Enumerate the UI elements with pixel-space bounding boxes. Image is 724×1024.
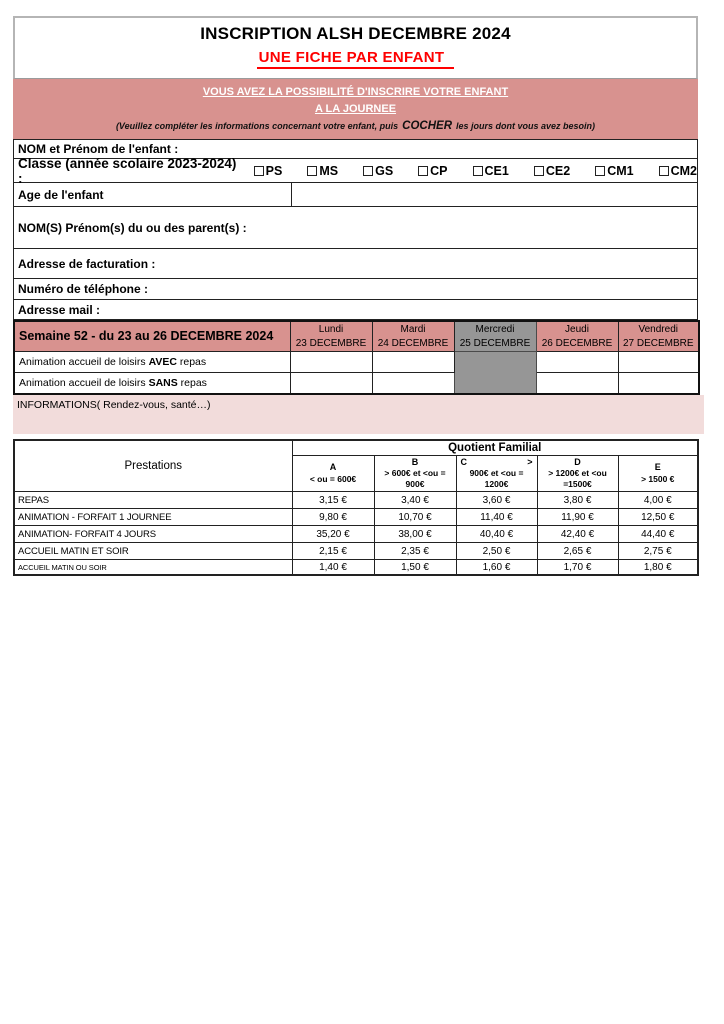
class-option-cp[interactable] [418, 164, 447, 178]
day-checkbox-cell-tuesday[interactable] [372, 373, 454, 394]
qf-range: 1200€ [484, 479, 509, 490]
day-header-tuesday [372, 321, 454, 352]
day-date: 27 DECEMBRE [622, 337, 694, 349]
billing-address-label: Adresse de facturation : [18, 256, 156, 271]
class-option-label: CP [430, 163, 448, 178]
class-option-ps[interactable] [254, 164, 283, 178]
day-header-wednesday-closed [454, 321, 536, 352]
pricing-row-label: REPAS [14, 492, 292, 509]
row-label-prefix: Animation accueil de loisirs [19, 376, 149, 389]
price-cell: 9,80 € [292, 509, 374, 526]
class-label: Classe (année scolaire 2023-2024) : [18, 155, 237, 186]
price-cell: 2,75 € [618, 543, 698, 560]
phone-row[interactable] [14, 279, 697, 300]
age-label: Age de l'enfant [14, 183, 292, 206]
day-closed-cell-wednesday [454, 352, 536, 394]
qf-col-c [456, 455, 537, 492]
qf-code: D [574, 456, 581, 467]
mail-row[interactable] [14, 300, 697, 319]
billing-address-row[interactable] [14, 249, 697, 279]
day-date: 24 DECEMBRE [377, 337, 449, 349]
price-cell: 2,65 € [537, 543, 618, 560]
pricing-row-label: ACCUEIL MATIN ET SOIR [14, 543, 292, 560]
class-option-label: CM2 [670, 163, 697, 178]
day-header-friday [618, 321, 699, 352]
price-cell: 40,40 € [456, 526, 537, 543]
pricing-table [13, 439, 699, 576]
price-cell: 11,40 € [456, 509, 537, 526]
qf-range: > 1200€ et <ou [548, 468, 607, 479]
qf-code-arrow: > [527, 456, 533, 467]
qf-code-line [458, 457, 536, 469]
class-option-label: CE2 [545, 163, 571, 178]
day-checkbox-cell-tuesday[interactable] [372, 352, 454, 373]
week-row-label [14, 373, 290, 394]
day-checkbox-cell-friday[interactable] [618, 352, 699, 373]
price-cell: 3,15 € [292, 492, 374, 509]
price-cell: 38,00 € [374, 526, 456, 543]
banner-note-prefix: (Veuillez compléter les informations concernant votre enfant, puis [115, 121, 399, 131]
price-cell: 2,50 € [456, 543, 537, 560]
day-checkbox-cell-monday[interactable] [290, 373, 372, 394]
qf-col-a [292, 455, 374, 492]
phone-label: Numéro de téléphone : [18, 282, 149, 296]
banner-note [13, 120, 698, 132]
price-cell: 1,50 € [374, 560, 456, 575]
price-cell: 2,35 € [374, 543, 456, 560]
child-info-section [13, 139, 698, 320]
qf-code: B [411, 456, 419, 467]
day-date: 25 DECEMBRE [459, 337, 531, 349]
qf-col-d [537, 455, 618, 492]
banner-note-cocher: COCHER [402, 120, 453, 132]
checkbox-icon[interactable] [363, 166, 373, 176]
qf-col-b [374, 455, 456, 492]
quotient-familial-header: Quotient Familial [292, 440, 698, 456]
checkbox-icon[interactable] [307, 166, 317, 176]
class-option-cm1[interactable] [595, 164, 633, 178]
pricing-row-accueil-matin-ou-soir [14, 560, 698, 575]
day-date: 26 DECEMBRE [541, 337, 613, 349]
class-option-label: PS [265, 163, 283, 178]
price-cell: 11,90 € [537, 509, 618, 526]
qf-col-e [618, 455, 698, 492]
qf-range: > 600€ et <ou = [384, 468, 446, 479]
week-table [13, 320, 700, 395]
class-option-gs[interactable] [363, 164, 393, 178]
class-option-ce2[interactable] [534, 164, 570, 178]
pricing-row-repas [14, 492, 698, 509]
class-option-cm2[interactable] [659, 164, 697, 178]
day-checkbox-cell-thursday[interactable] [536, 352, 618, 373]
row-label-suffix: repas [176, 356, 207, 368]
mail-label: Adresse mail : [18, 302, 101, 317]
price-cell: 3,40 € [374, 492, 456, 509]
banner-note-suffix: les jours dont vous avez besoin) [456, 121, 596, 131]
price-cell: 1,70 € [537, 560, 618, 575]
price-cell: 1,40 € [292, 560, 374, 575]
week-row-with-meal [14, 352, 699, 373]
checkbox-icon[interactable] [473, 166, 483, 176]
row-label-prefix: Animation accueil de loisirs [19, 356, 149, 368]
checkbox-icon[interactable] [254, 166, 264, 176]
qf-range: 900€ [405, 479, 425, 490]
price-cell: 2,15 € [292, 543, 374, 560]
week-header-row [14, 321, 699, 352]
price-cell: 10,70 € [374, 509, 456, 526]
pricing-row-label: ANIMATION- FORFAIT 4 JOURS [14, 526, 292, 543]
banner-line2: A LA JOURNEE [314, 102, 397, 115]
qf-range: < ou = 600€ [309, 473, 357, 484]
pricing-row-forfait-1-journee [14, 509, 698, 526]
class-option-label: CM1 [607, 163, 634, 178]
price-cell: 44,40 € [618, 526, 698, 543]
class-options [254, 164, 697, 178]
pricing-row-label: ANIMATION - FORFAIT 1 JOURNEE [14, 509, 292, 526]
class-option-ms[interactable] [307, 164, 338, 178]
price-cell: 1,60 € [456, 560, 537, 575]
day-date: 23 DECEMBRE [295, 337, 367, 349]
informations-field[interactable]: INFORMATIONS( Rendez-vous, santé…) [13, 395, 704, 434]
row-label-bold: AVEC [148, 356, 177, 368]
qf-code: C [460, 456, 467, 467]
class-option-ce1[interactable] [473, 164, 509, 178]
price-cell: 42,40 € [537, 526, 618, 543]
day-header-thursday [536, 321, 618, 352]
prestations-header: Prestations [14, 440, 292, 492]
page-subtitle: UNE FICHE PAR ENFANT [257, 49, 455, 69]
pricing-row-accueil-matin-et-soir [14, 543, 698, 560]
day-name: Mardi [400, 324, 426, 335]
week-title: Semaine 52 - du 23 au 26 DECEMBRE 2024 [14, 321, 290, 352]
price-cell: 12,50 € [618, 509, 698, 526]
child-name-label: NOM et Prénom de l'enfant : [18, 142, 179, 156]
checkbox-icon[interactable] [595, 166, 605, 176]
price-cell: 1,80 € [618, 560, 698, 575]
age-row [14, 183, 697, 207]
parents-label: NOM(S) Prénom(s) du ou des parent(s) : [18, 220, 247, 235]
checkbox-icon[interactable] [534, 166, 544, 176]
banner-line1: VOUS AVEZ LA POSSIBILITÉ D'INSCRIRE VOTRE ENFANT [202, 86, 509, 98]
banner [13, 79, 698, 139]
class-option-label: GS [375, 163, 394, 178]
day-name: Lundi [318, 324, 344, 335]
qf-code: A [329, 462, 337, 473]
price-cell: 4,00 € [618, 492, 698, 509]
day-header-monday [290, 321, 372, 352]
class-option-label: MS [319, 163, 339, 178]
price-cell: 35,20 € [292, 526, 374, 543]
age-value-cell[interactable] [292, 183, 697, 206]
class-row [14, 155, 697, 186]
qf-range: 900€ et <ou = [469, 468, 524, 479]
title-box [13, 16, 698, 79]
parents-row[interactable] [14, 207, 697, 249]
class-option-label: CE1 [484, 163, 509, 178]
day-name: Vendredi [638, 324, 678, 335]
price-cell: 3,60 € [456, 492, 537, 509]
row-label-suffix: repas [177, 376, 207, 389]
price-cell: 3,80 € [537, 492, 618, 509]
day-name: Mercredi [475, 324, 515, 335]
day-checkbox-cell-monday[interactable] [290, 352, 372, 373]
week-row-label [14, 352, 290, 373]
week-row-without-meal [14, 373, 699, 394]
checkbox-icon[interactable] [659, 166, 669, 176]
day-checkbox-cell-friday[interactable] [618, 373, 699, 394]
qf-range: =1500€ [563, 479, 592, 490]
day-name: Jeudi [565, 324, 589, 335]
page-title: INSCRIPTION ALSH DECEMBRE 2024 [200, 24, 511, 43]
qf-range: > 1500 € [641, 473, 675, 484]
pricing-row-label: ACCUEIL MATIN OU SOIR [14, 560, 292, 575]
pricing-row-forfait-4-jours [14, 526, 698, 543]
day-checkbox-cell-thursday[interactable] [536, 373, 618, 394]
checkbox-icon[interactable] [418, 166, 428, 176]
qf-code: E [654, 462, 661, 473]
pricing-header-row [14, 440, 698, 456]
row-label-bold: SANS [148, 376, 178, 389]
